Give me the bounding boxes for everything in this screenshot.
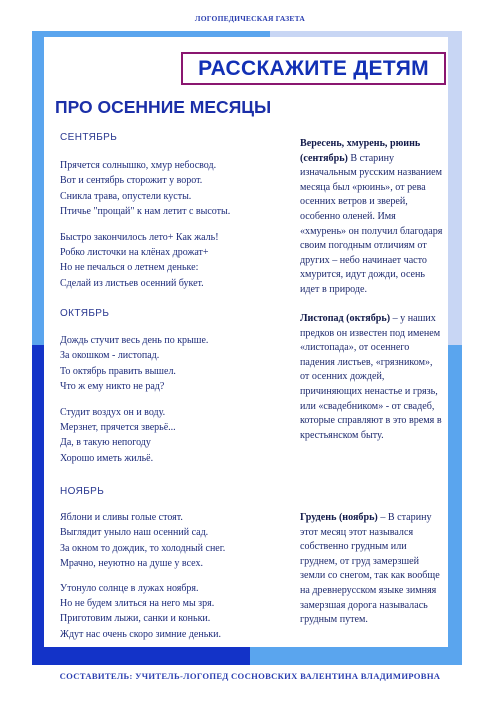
poem-stanza	[60, 158, 290, 219]
poem-line: Приготовим лыжи, санки и коньки.	[60, 613, 211, 625]
poem-line: Выглядит уныло наш осенний сад.	[60, 527, 209, 539]
poem-stanza	[60, 230, 290, 291]
poem-line: Но не будем злиться на него мы зря.	[60, 598, 215, 610]
title-banner	[181, 52, 446, 85]
month-heading-october: ОКТЯБРЬ	[60, 308, 110, 319]
page-subtitle: ПРО ОСЕННИЕ МЕСЯЦЫ	[55, 97, 272, 117]
poem-line: Дождь стучит весь день по крыше.	[60, 335, 209, 347]
poem-line: Робко листочки на клёнах дрожат+	[60, 247, 209, 259]
poem-line: Мрачно, неуютно на душе у всех.	[60, 557, 203, 569]
note-text-november: – В старину этот месяц этот назывался собственно грудным или груднем, от груд замерзшей земли со снегом, так как вообще на древнерусском языке зимняя замерзшая дорога называлась грудным путем.	[300, 512, 440, 626]
poem-september	[60, 130, 290, 291]
poem-line: Птичье "прощай" к нам летит с высоты.	[60, 205, 231, 217]
poem-line: За окном то дождик, то холодный снег.	[60, 542, 226, 554]
poem-line: Сделай из листьев осенний букет.	[60, 277, 204, 289]
poem-line: За окошком - листопад.	[60, 350, 160, 362]
note-heading-november: Грудень (ноябрь)	[300, 512, 378, 523]
note-text-october: – у наших предков он известен под именем «листопада», от осеннего падения листьев, «грязником», от осенних дождей, причиняющих ненастье и грязь, или «свадебником» - от свадеб, которые справляют в это время в крестьянском быту.	[300, 313, 442, 441]
poem-line: Хорошо иметь жильё.	[60, 452, 154, 464]
poem-stanza	[60, 333, 290, 394]
poem-line: Ждут нас очень скоро зимние деньки.	[60, 628, 221, 640]
poem-line: Быстро закончилось лето+ Как жаль!	[60, 232, 219, 244]
poem-november	[60, 484, 290, 642]
note-text-september: В старину изначальным русским названием месяца был «рюинь», от рева осенних ветров и зверей, особенно оленей. Имя «хмурень» он получил благодаря своим погодным отличиям от других – небо начинает часто хмурится, идут дожди, осень идет в природе.	[300, 152, 443, 295]
poem-stanza	[60, 510, 290, 571]
poem-october	[60, 306, 290, 466]
poem-line: Утонуло солнце в лужах ноября.	[60, 583, 199, 595]
poem-line: Да, в такую непогоду	[60, 437, 151, 449]
poem-line: Прячется солнышко, хмур небосвод.	[60, 160, 217, 172]
poem-line: То октябрь править вышел.	[60, 365, 176, 377]
month-heading-september: СЕНТЯБРЬ	[60, 132, 118, 143]
note-heading-september: Вересень, хмурень, рюинь (сентябрь)	[300, 138, 421, 164]
poem-line: Яблони и сливы голые стоят.	[60, 512, 183, 524]
poem-line: Что ж ему никто не рад?	[60, 380, 165, 392]
poem-stanza	[60, 405, 290, 466]
note-september	[300, 137, 444, 298]
note-october	[300, 312, 444, 443]
poem-stanza	[60, 581, 290, 642]
poem-line: Но не печалься о летнем деньке:	[60, 262, 199, 274]
note-heading-october: Листопад (октябрь)	[300, 313, 391, 324]
poem-line: Студит воздух он и воду.	[60, 407, 166, 419]
poem-line: Вот и сентябрь сторожит у ворот.	[60, 175, 203, 187]
poem-line: Сникла трава, опустели кусты.	[60, 190, 192, 202]
poem-line: Мерзнет, прячется зверьё...	[60, 422, 176, 434]
newspaper-header: ЛОГОПЕДИЧЕСКАЯ ГАЗЕТА	[194, 14, 306, 23]
author-credit: СОСТАВИТЕЛЬ: УЧИТЕЛЬ-ЛОГОПЕД СОСНОВСКИХ ВАЛЕНТИНА ВЛАДИМИРОВНА	[59, 671, 441, 681]
note-november	[300, 511, 444, 628]
page-title: РАССКАЖИТЕ ДЕТЯМ	[198, 56, 429, 80]
month-heading-november: НОЯБРЬ	[60, 486, 105, 497]
